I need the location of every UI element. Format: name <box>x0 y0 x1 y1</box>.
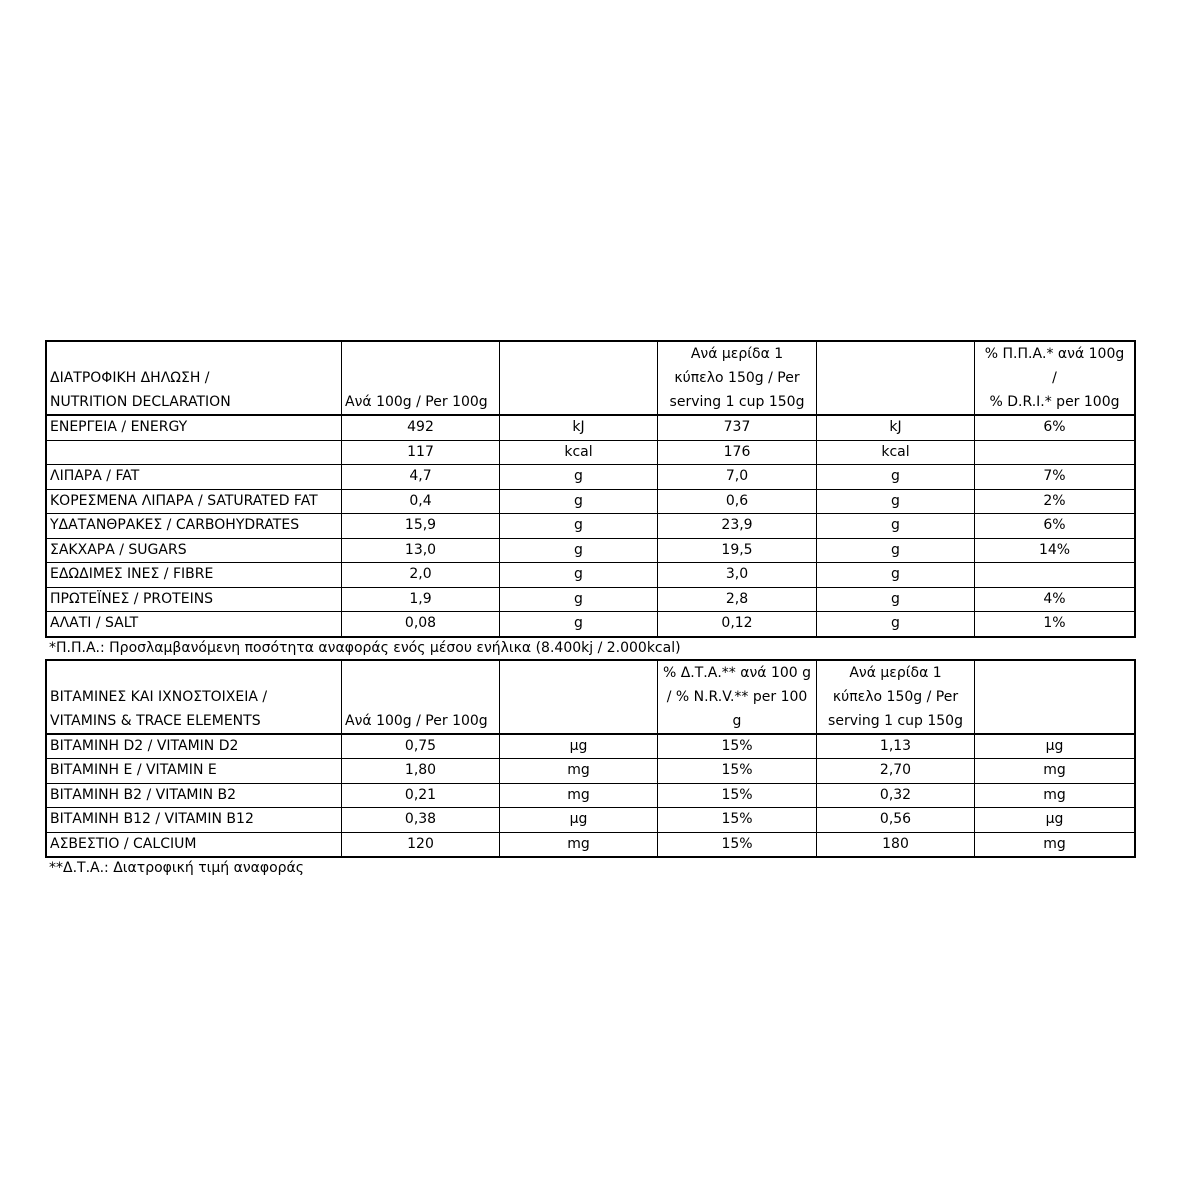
vitamins-cell-label: ΒΙΤΑΜΙΝΗ Ε / VITAMIN E <box>47 759 342 784</box>
nutrition-cell-dri-percent <box>975 563 1135 588</box>
nutrition-declaration-table <box>46 341 1135 637</box>
nutrition-cell-per100: 1,9 <box>342 587 500 612</box>
nutrition-cell-serving-unit: g <box>817 489 975 514</box>
nutrition-cell-serving: 0,12 <box>658 612 817 637</box>
vitamins-cell-serving: 180 <box>817 832 975 857</box>
vitamins-header-per100: Ανά 100g / Per 100g <box>342 660 500 734</box>
nutrition-header-per100: Ανά 100g / Per 100g <box>342 342 500 416</box>
nutrition-cell-serving: 737 <box>658 415 817 440</box>
nutrition-cell-label: ΥΔΑΤΑΝΘΡΑΚΕΣ / CARBOHYDRATES <box>47 514 342 539</box>
nutrition-cell-per100: 4,7 <box>342 465 500 490</box>
nutrition-cell-serving: 2,8 <box>658 587 817 612</box>
vitamins-cell-unit: mg <box>500 759 658 784</box>
vitamins-row <box>47 808 1135 833</box>
vitamins-cell-nrv-percent: 15% <box>658 808 817 833</box>
vitamins-row <box>47 783 1135 808</box>
nutrition-cell-label: ΣΑΚΧΑΡΑ / SUGARS <box>47 538 342 563</box>
vitamins-cell-serving: 0,32 <box>817 783 975 808</box>
vitamins-cell-per100: 120 <box>342 832 500 857</box>
nutrition-row <box>47 538 1135 563</box>
nutrition-cell-label: ΚΟΡΕΣΜΕΝΑ ΛΙΠΑΡΑ / SATURATED FAT <box>47 489 342 514</box>
nutrition-header-row <box>47 342 1135 416</box>
vitamins-cell-serving: 2,70 <box>817 759 975 784</box>
vitamins-header-serving: Ανά μερίδα 1 κύπελο 150g / Per serving 1 cup 150g <box>817 660 975 734</box>
nutrition-cell-per100: 117 <box>342 440 500 465</box>
nutrition-cell-unit: g <box>500 612 658 637</box>
vitamins-cell-per100: 0,38 <box>342 808 500 833</box>
nutrition-cell-unit: g <box>500 563 658 588</box>
nutrition-header-serving: Ανά μερίδα 1 κύπελο 150g / Per serving 1 cup 150g <box>658 342 817 416</box>
nutrition-cell-serving-unit: g <box>817 587 975 612</box>
vitamins-cell-label: ΒΙΤΑΜΙΝΗ Β2 / VITAMIN B2 <box>47 783 342 808</box>
vitamins-cell-per100: 0,21 <box>342 783 500 808</box>
nutrition-row <box>47 514 1135 539</box>
vitamins-cell-label: ΒΙΤΑΜΙΝΗ Β12 / VITAMIN B12 <box>47 808 342 833</box>
nutrition-cell-per100: 492 <box>342 415 500 440</box>
nutrition-cell-label: ΕΔΩΔΙΜΕΣ ΙΝΕΣ / FIBRE <box>47 563 342 588</box>
nutrition-cell-dri-percent: 6% <box>975 514 1135 539</box>
vitamins-header-unit2 <box>975 660 1135 734</box>
vitamins-cell-nrv-percent: 15% <box>658 832 817 857</box>
nutrition-cell-unit: kJ <box>500 415 658 440</box>
nutrition-cell-label: ΑΛΑΤΙ / SALT <box>47 612 342 637</box>
nutrition-cell-dri-percent: 7% <box>975 465 1135 490</box>
vitamins-row <box>47 832 1135 857</box>
nutrition-cell-dri-percent: 6% <box>975 415 1135 440</box>
nutrition-cell-dri-percent: 1% <box>975 612 1135 637</box>
nutrition-cell-per100: 13,0 <box>342 538 500 563</box>
nutrition-cell-unit: kcal <box>500 440 658 465</box>
vitamins-cell-label: ΒΙΤΑΜΙΝΗ D2 / VITAMIN D2 <box>47 734 342 759</box>
nutrition-cell-serving: 19,5 <box>658 538 817 563</box>
nutrition-cell-dri-percent <box>975 440 1135 465</box>
nutrition-cell-per100: 15,9 <box>342 514 500 539</box>
nutrition-cell-unit: g <box>500 514 658 539</box>
nutrition-cell-serving-unit: g <box>817 465 975 490</box>
nutrition-cell-serving-unit: g <box>817 514 975 539</box>
vitamins-cell-label: ΑΣΒΕΣΤΙΟ / CALCIUM <box>47 832 342 857</box>
nutrition-header-label: ΔΙΑΤΡΟΦΙΚΗ ΔΗΛΩΣΗ / NUTRITION DECLARATION <box>47 342 342 416</box>
nutrition-cell-per100: 0,4 <box>342 489 500 514</box>
nutrition-cell-unit: g <box>500 489 658 514</box>
nutrition-cell-serving-unit: kcal <box>817 440 975 465</box>
nutrition-footnote: *Π.Π.Α.: Προσλαμβανόμενη ποσότητα αναφοράς ενός μέσου ενήλικα (8.400kj / 2.000kcal) <box>49 639 681 656</box>
nutrition-cell-unit: g <box>500 538 658 563</box>
vitamins-cell-serving: 0,56 <box>817 808 975 833</box>
nutrition-cell-serving: 3,0 <box>658 563 817 588</box>
nutrition-cell-label: ΕΝΕΡΓΕΙΑ / ENERGY <box>47 415 342 440</box>
vitamins-cell-unit: mg <box>500 832 658 857</box>
nutrition-row <box>47 440 1135 465</box>
vitamins-header-row <box>47 660 1135 734</box>
vitamins-cell-unit: mg <box>500 783 658 808</box>
nutrition-cell-unit: g <box>500 465 658 490</box>
nutrition-cell-serving: 176 <box>658 440 817 465</box>
nutrition-cell-serving-unit: kJ <box>817 415 975 440</box>
nutrition-row <box>47 489 1135 514</box>
nutrition-header-unit1 <box>500 342 658 416</box>
nutrition-cell-label <box>47 440 342 465</box>
nutrition-cell-per100: 2,0 <box>342 563 500 588</box>
nutrition-cell-label: ΛΙΠΑΡΑ / FAT <box>47 465 342 490</box>
nutrition-cell-serving: 23,9 <box>658 514 817 539</box>
vitamins-header-label: ΒΙΤΑΜΙΝΕΣ ΚΑΙ ΙΧΝΟΣΤΟΙΧΕΙΑ / VITAMINS & TRACE ELEMENTS <box>47 660 342 734</box>
vitamins-header-nrv: % Δ.Τ.Α.** ανά 100 g / % N.R.V.** per 100 g <box>658 660 817 734</box>
vitamins-cell-nrv-percent: 15% <box>658 759 817 784</box>
nutrition-cell-label: ΠΡΩΤΕΪΝΕΣ / PROTEINS <box>47 587 342 612</box>
nutrition-cell-dri-percent: 2% <box>975 489 1135 514</box>
vitamins-cell-nrv-percent: 15% <box>658 783 817 808</box>
vitamins-cell-serving: 1,13 <box>817 734 975 759</box>
nutrition-sheet <box>46 341 1134 880</box>
nutrition-header-dri: % Π.Π.Α.* ανά 100g / % D.R.I.* per 100g <box>975 342 1135 416</box>
vitamins-cell-serving-unit: mg <box>975 759 1135 784</box>
nutrition-row <box>47 415 1135 440</box>
vitamins-cell-serving-unit: μg <box>975 808 1135 833</box>
vitamins-header-unit1 <box>500 660 658 734</box>
nutrition-cell-per100: 0,08 <box>342 612 500 637</box>
vitamins-cell-unit: μg <box>500 734 658 759</box>
nutrition-row <box>47 612 1135 637</box>
vitamins-table <box>46 660 1135 858</box>
nutrition-cell-serving: 0,6 <box>658 489 817 514</box>
nutrition-cell-serving-unit: g <box>817 538 975 563</box>
vitamins-footnote: **Δ.Τ.Α.: Διατροφική τιμή αναφοράς <box>49 860 305 876</box>
nutrition-row <box>47 465 1135 490</box>
nutrition-cell-serving-unit: g <box>817 563 975 588</box>
vitamins-cell-serving-unit: mg <box>975 783 1135 808</box>
vitamins-cell-serving-unit: μg <box>975 734 1135 759</box>
nutrition-cell-dri-percent: 14% <box>975 538 1135 563</box>
vitamins-row <box>47 759 1135 784</box>
nutrition-row <box>47 587 1135 612</box>
vitamins-cell-unit: μg <box>500 808 658 833</box>
nutrition-cell-unit: g <box>500 587 658 612</box>
vitamins-row <box>47 734 1135 759</box>
vitamins-cell-nrv-percent: 15% <box>658 734 817 759</box>
nutrition-header-unit2 <box>817 342 975 416</box>
vitamins-cell-per100: 0,75 <box>342 734 500 759</box>
nutrition-cell-dri-percent: 4% <box>975 587 1135 612</box>
nutrition-row <box>47 563 1135 588</box>
nutrition-cell-serving-unit: g <box>817 612 975 637</box>
vitamins-cell-serving-unit: mg <box>975 832 1135 857</box>
vitamins-cell-per100: 1,80 <box>342 759 500 784</box>
nutrition-cell-serving: 7,0 <box>658 465 817 490</box>
